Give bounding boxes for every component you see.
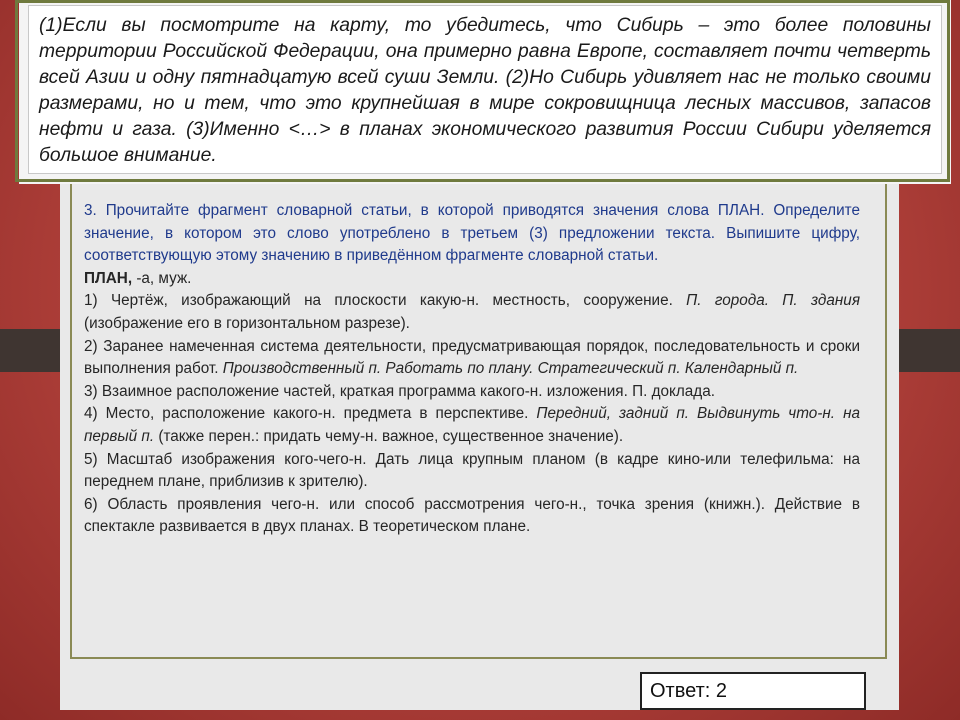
sense-3: 3) Взаимное расположение частей, краткая программа какого-н. изложения. П. доклада. bbox=[84, 382, 715, 400]
sense-6: 6) Область проявления чего-н. или способ рассмотрения чего-н., точка зрения (книжн.). Действие в спектакле развивается в двух планах. В теоретическом плане. bbox=[84, 495, 860, 536]
sense-5: 5) Масштаб изображения кого-чего-н. Дать лица крупным планом (в кадре кино-или телефильма: на переднем плане, приблизив к зрителю). bbox=[84, 450, 860, 491]
right-decor-band bbox=[899, 329, 960, 372]
sense-2: 2) Заранее намеченная система деятельности, предусматривающая порядок, последовательность и сроки выполнения работ. Производственный п. Работать по плану. Стратегический п. Календарный п. bbox=[84, 337, 860, 378]
sense-4: 4) Место, расположение какого-н. предмета в перспективе. Передний, задний п. Выдвинуть что-н. на первый п. (также перен.: придать чему-н. важное, существенное значение). bbox=[84, 405, 861, 445]
task-text: 3. Прочитайте фрагмент словарной статьи, в которой приводятся значения слова ПЛАН. Определите значение, в котором это слово употреблено в третьем (3) предложении текста. Выпишите цифру, соответствующую этому значению в приведённом фрагменте словарной статьи. bbox=[84, 202, 860, 265]
headword: ПЛАН, bbox=[84, 269, 133, 287]
answer-box: Ответ: 2 bbox=[640, 672, 866, 710]
grammar-note: -а, муж. bbox=[132, 269, 192, 287]
excerpt-text: (1)Если вы посмотрите на карту, то убедитесь, что Сибирь – это более половины территории Российской Федерации, она примерно равна Европе, составляет почти четверть всей Азии и одну пятнадцатую всей суши Земли. (2)Но Сибирь удивляет нас не только своими размерами, но и тем, что это крупнейшая в мире сокровищница лесных массивов, запасов нефти и газа. (3)Именно <…> в планах экономического развития России Сибири уделяется большое внимание. bbox=[39, 15, 931, 166]
sense-1: 1) Чертёж, изображающий на плоскости какую-н. местность, сооружение. П. города. П. здания (изображение его в горизонтальном разрезе). bbox=[84, 292, 860, 332]
excerpt-box bbox=[28, 5, 942, 174]
dictionary-heading bbox=[84, 268, 860, 291]
task-and-dictionary bbox=[84, 200, 860, 539]
left-decor-band bbox=[0, 329, 60, 372]
